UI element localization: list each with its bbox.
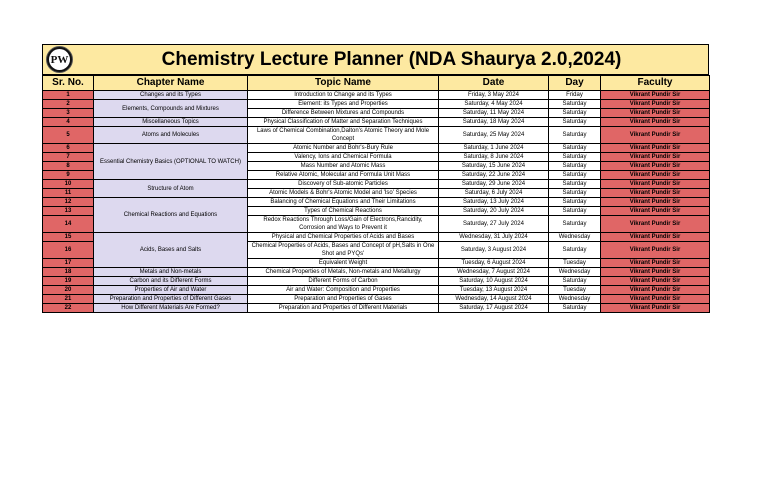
date-cell: Saturday, 15 June 2024 xyxy=(439,162,549,171)
topic-cell: Different Forms of Carbon xyxy=(248,277,439,286)
sr-cell: 18 xyxy=(43,268,94,277)
sr-cell: 21 xyxy=(43,295,94,304)
day-cell: Saturday xyxy=(549,216,601,233)
sr-cell: 9 xyxy=(43,171,94,180)
chapter-cell: Preparation and Properties of Different Gases xyxy=(94,295,248,304)
topic-cell: Mass Number and Atomic Mass xyxy=(248,162,439,171)
sr-cell: 13 xyxy=(43,207,94,216)
date-cell: Saturday, 1 June 2024 xyxy=(439,144,549,153)
date-cell: Saturday, 22 June 2024 xyxy=(439,171,549,180)
faculty-cell: Vikrant Pundir Sir xyxy=(601,304,710,313)
chapter-cell: Structure of Atom xyxy=(94,180,248,198)
sr-cell: 7 xyxy=(43,153,94,162)
faculty-cell: Vikrant Pundir Sir xyxy=(601,233,710,242)
chapter-cell: Acids, Bases and Salts xyxy=(94,233,248,268)
day-cell: Saturday xyxy=(549,144,601,153)
topic-cell: Chemical Properties of Metals, Non-metals and Metallurgy xyxy=(248,268,439,277)
header-topic-name: Topic Name xyxy=(248,76,439,91)
table-row xyxy=(43,277,710,286)
day-cell: Saturday xyxy=(549,171,601,180)
table-row xyxy=(43,304,710,313)
topic-cell: Balancing of Chemical Equations and Their Limitations xyxy=(248,198,439,207)
day-cell: Saturday xyxy=(549,180,601,189)
topic-cell: Discovery of Sub-atomic Particles xyxy=(248,180,439,189)
table-row xyxy=(43,144,710,153)
sr-cell: 5 xyxy=(43,127,94,144)
topic-cell: Introduction to Change and its Types xyxy=(248,91,439,100)
topic-cell: Redox Reactions Through Loss/Gain of Electrons,Rancidity, Corrosion and Ways to Prevent it xyxy=(248,216,439,233)
sr-cell: 16 xyxy=(43,242,94,259)
topic-cell: Equivalent Weight xyxy=(248,259,439,268)
table-row xyxy=(43,198,710,207)
topic-cell: Chemical Properties of Acids, Bases and Concept of pH,Salts in One Shot and PYQs' xyxy=(248,242,439,259)
title-bar xyxy=(42,44,709,75)
day-cell: Saturday xyxy=(549,162,601,171)
topic-cell: Difference Between Mixtures and Compounds xyxy=(248,109,439,118)
day-cell: Wednesday xyxy=(549,233,601,242)
chapter-cell: Changes and its Types xyxy=(94,91,248,100)
sr-cell: 1 xyxy=(43,91,94,100)
faculty-cell: Vikrant Pundir Sir xyxy=(601,286,710,295)
faculty-cell: Vikrant Pundir Sir xyxy=(601,100,710,109)
chapter-cell: Essential Chemistry Basics (OPTIONAL TO WATCH) xyxy=(94,144,248,180)
date-cell: Wednesday, 31 July 2024 xyxy=(439,233,549,242)
table-row xyxy=(43,268,710,277)
table-row xyxy=(43,91,710,100)
topic-cell: Atomic Number and Bohr's-Bury Rule xyxy=(248,144,439,153)
sr-cell: 6 xyxy=(43,144,94,153)
topic-cell: Physical and Chemical Properties of Acids and Bases xyxy=(248,233,439,242)
table-row xyxy=(43,286,710,295)
faculty-cell: Vikrant Pundir Sir xyxy=(601,91,710,100)
sr-cell: 4 xyxy=(43,118,94,127)
day-cell: Saturday xyxy=(549,198,601,207)
chapter-cell: Atoms and Molecules xyxy=(94,127,248,144)
day-cell: Saturday xyxy=(549,207,601,216)
sr-cell: 14 xyxy=(43,216,94,233)
faculty-cell: Vikrant Pundir Sir xyxy=(601,118,710,127)
topic-cell: Air and Water: Composition and Properties xyxy=(248,286,439,295)
day-cell: Saturday xyxy=(549,304,601,313)
header-chapter-name: Chapter Name xyxy=(94,76,248,91)
date-cell: Saturday, 25 May 2024 xyxy=(439,127,549,144)
day-cell: Tuesday xyxy=(549,286,601,295)
chapter-cell: Elements, Compounds and Mixtures xyxy=(94,100,248,118)
day-cell: Wednesday xyxy=(549,268,601,277)
day-cell: Friday xyxy=(549,91,601,100)
faculty-cell: Vikrant Pundir Sir xyxy=(601,189,710,198)
sr-cell: 8 xyxy=(43,162,94,171)
chapter-cell: Miscellaneous Topics xyxy=(94,118,248,127)
sr-cell: 2 xyxy=(43,100,94,109)
sr-cell: 17 xyxy=(43,259,94,268)
table-row xyxy=(43,180,710,189)
chapter-cell: Properties of Air and Water xyxy=(94,286,248,295)
day-cell: Saturday xyxy=(549,100,601,109)
page-title: Chemistry Lecture Planner (NDA Shaurya 2.0,2024) xyxy=(161,48,622,70)
date-cell: Saturday, 4 May 2024 xyxy=(439,100,549,109)
topic-cell: Laws of Chemical Combination,Dalton's Atomic Theory and Mole Concept xyxy=(248,127,439,144)
date-cell: Saturday, 17 August 2024 xyxy=(439,304,549,313)
date-cell: Saturday, 10 August 2024 xyxy=(439,277,549,286)
topic-cell: Physical Classification of Matter and Separation Techniques xyxy=(248,118,439,127)
sr-cell: 19 xyxy=(43,277,94,286)
chapter-cell: Chemical Reactions and Equations xyxy=(94,198,248,233)
faculty-cell: Vikrant Pundir Sir xyxy=(601,295,710,304)
faculty-cell: Vikrant Pundir Sir xyxy=(601,171,710,180)
date-cell: Wednesday, 14 August 2024 xyxy=(439,295,549,304)
table-row xyxy=(43,295,710,304)
sr-cell: 12 xyxy=(43,198,94,207)
topic-cell: Preparation and Properties of Different Materials xyxy=(248,304,439,313)
topic-cell: Types of Chemical Reactions xyxy=(248,207,439,216)
table-row xyxy=(43,118,710,127)
topic-cell: Relative Atomic, Molecular and Formula Unit Mass xyxy=(248,171,439,180)
sr-cell: 22 xyxy=(43,304,94,313)
day-cell: Wednesday xyxy=(549,295,601,304)
date-cell: Wednesday, 7 August 2024 xyxy=(439,268,549,277)
faculty-cell: Vikrant Pundir Sir xyxy=(601,207,710,216)
date-cell: Tuesday, 13 August 2024 xyxy=(439,286,549,295)
faculty-cell: Vikrant Pundir Sir xyxy=(601,268,710,277)
table-row xyxy=(43,127,710,144)
logo-text: PW xyxy=(49,49,70,70)
sr-cell: 10 xyxy=(43,180,94,189)
faculty-cell: Vikrant Pundir Sir xyxy=(601,162,710,171)
table-row xyxy=(43,233,710,242)
header-date: Date xyxy=(439,76,549,91)
date-cell: Saturday, 20 July 2024 xyxy=(439,207,549,216)
date-cell: Saturday, 29 June 2024 xyxy=(439,180,549,189)
day-cell: Saturday xyxy=(549,153,601,162)
faculty-cell: Vikrant Pundir Sir xyxy=(601,180,710,189)
header-day: Day xyxy=(549,76,601,91)
topic-cell: Preparation and Properties of Gases xyxy=(248,295,439,304)
date-cell: Saturday, 6 July 2024 xyxy=(439,189,549,198)
date-cell: Saturday, 8 June 2024 xyxy=(439,153,549,162)
day-cell: Saturday xyxy=(549,242,601,259)
pw-logo-icon xyxy=(46,46,73,73)
chapter-cell: Carbon and its Different Forms xyxy=(94,277,248,286)
header-row xyxy=(43,76,710,91)
table-row xyxy=(43,100,710,109)
sr-cell: 3 xyxy=(43,109,94,118)
faculty-cell: Vikrant Pundir Sir xyxy=(601,198,710,207)
header-faculty: Faculty xyxy=(601,76,710,91)
chapter-cell: Metals and Non-metals xyxy=(94,268,248,277)
faculty-cell: Vikrant Pundir Sir xyxy=(601,259,710,268)
faculty-cell: Vikrant Pundir Sir xyxy=(601,216,710,233)
planner-table xyxy=(42,75,710,313)
topic-cell: Element: its Types and Properties xyxy=(248,100,439,109)
day-cell: Tuesday xyxy=(549,259,601,268)
date-cell: Tuesday, 6 August 2024 xyxy=(439,259,549,268)
faculty-cell: Vikrant Pundir Sir xyxy=(601,109,710,118)
date-cell: Saturday, 18 May 2024 xyxy=(439,118,549,127)
lecture-planner-sheet xyxy=(42,44,709,313)
faculty-cell: Vikrant Pundir Sir xyxy=(601,242,710,259)
header-sr-no: Sr. No. xyxy=(43,76,94,91)
day-cell: Saturday xyxy=(549,109,601,118)
faculty-cell: Vikrant Pundir Sir xyxy=(601,277,710,286)
topic-cell: Atomic Models & Bohr's Atomic Model and 'Iso' Species xyxy=(248,189,439,198)
date-cell: Saturday, 13 July 2024 xyxy=(439,198,549,207)
date-cell: Saturday, 3 August 2024 xyxy=(439,242,549,259)
faculty-cell: Vikrant Pundir Sir xyxy=(601,144,710,153)
day-cell: Saturday xyxy=(549,277,601,286)
date-cell: Saturday, 11 May 2024 xyxy=(439,109,549,118)
day-cell: Saturday xyxy=(549,127,601,144)
date-cell: Saturday, 27 July 2024 xyxy=(439,216,549,233)
faculty-cell: Vikrant Pundir Sir xyxy=(601,153,710,162)
sr-cell: 20 xyxy=(43,286,94,295)
sr-cell: 11 xyxy=(43,189,94,198)
faculty-cell: Vikrant Pundir Sir xyxy=(601,127,710,144)
day-cell: Saturday xyxy=(549,189,601,198)
date-cell: Friday, 3 May 2024 xyxy=(439,91,549,100)
sr-cell: 15 xyxy=(43,233,94,242)
chapter-cell: How Different Materials Are Formed? xyxy=(94,304,248,313)
day-cell: Saturday xyxy=(549,118,601,127)
topic-cell: Valency, Ions and Chemical Formula xyxy=(248,153,439,162)
